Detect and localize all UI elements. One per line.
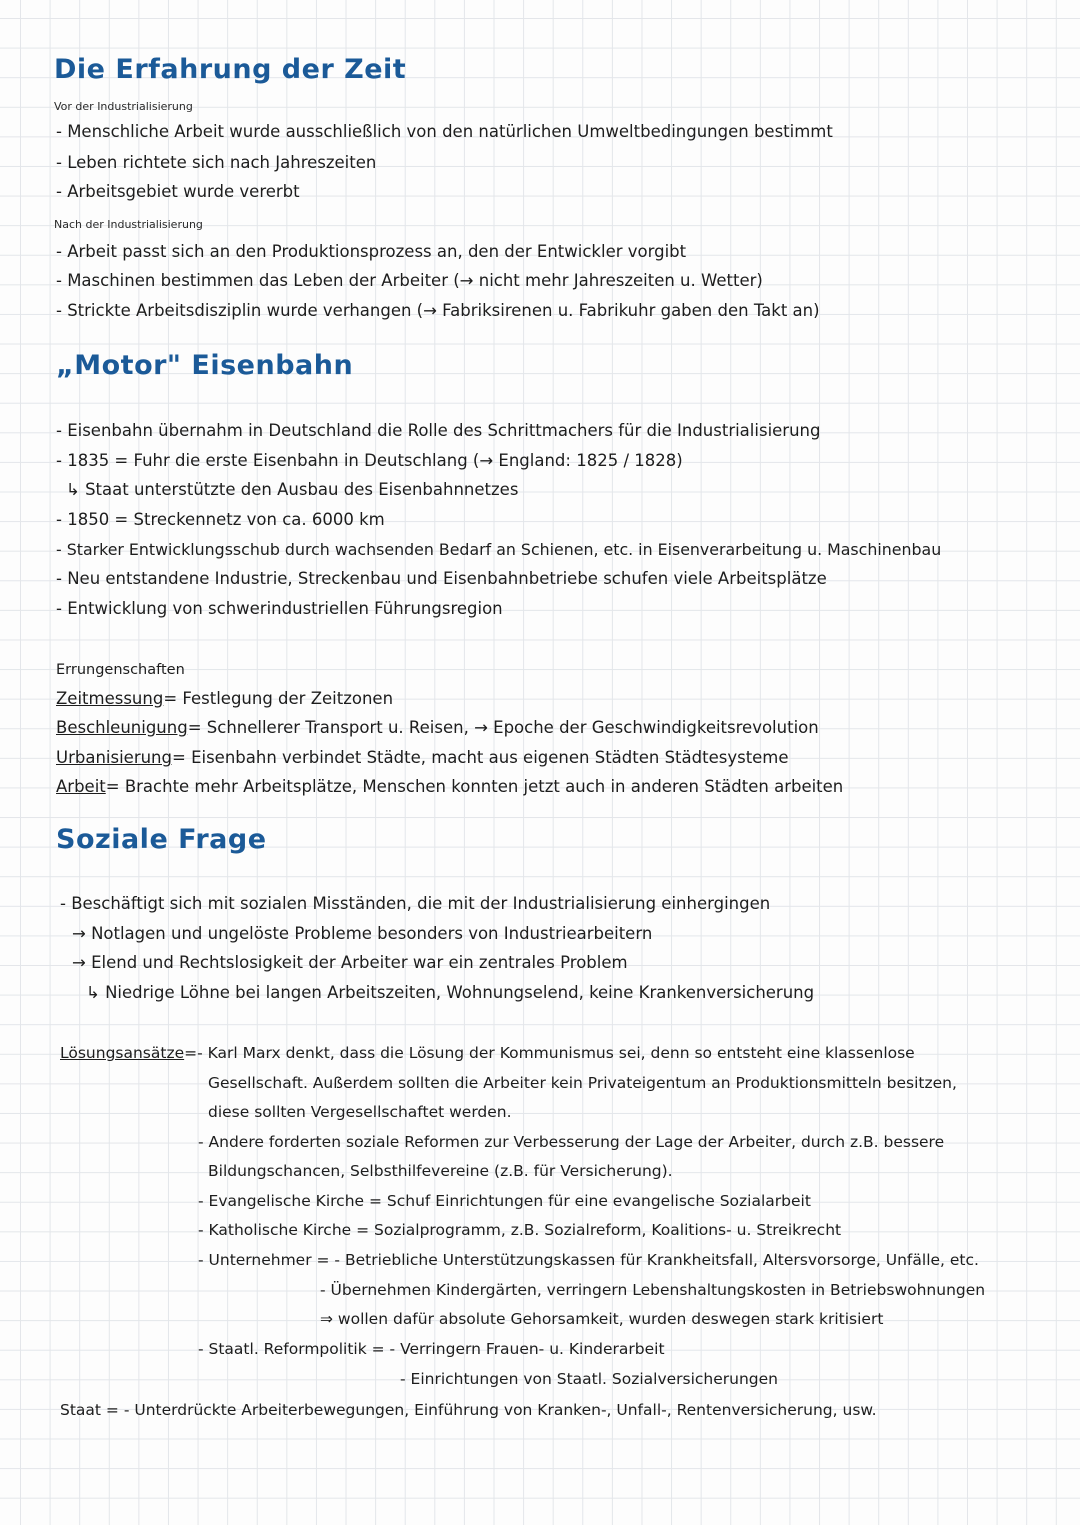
solution-line-13: Staat = - Unterdrückte Arbeiterbewegungen, Einführung von Kranken-, Unfall-, Rentenversicherung, usw. <box>60 1401 877 1419</box>
soziale-line-2: → Notlagen und ungelöste Probleme besonders von Industriearbeitern <box>72 924 653 943</box>
eisenbahn-line-5: - Starker Entwicklungsschub durch wachsenden Bedarf an Schienen, etc. in Eisenverarbeitung u. Maschinenbau <box>56 540 942 559</box>
section-title-eisenbahn: „Motor" Eisenbahn <box>56 350 354 381</box>
achievement-term: Arbeit <box>56 777 106 796</box>
achievement-term: Urbanisierung <box>56 748 172 767</box>
eisenbahn-line-3: ↳ Staat unterstützte den Ausbau des Eisenbahnnetzes <box>66 480 519 499</box>
solution-line-11: - Staatl. Reformpolitik = - Verringern Frauen- u. Kinderarbeit <box>198 1340 665 1358</box>
solution-line-7: - Katholische Kirche = Sozialprogramm, z.B. Sozialreform, Koalitions- u. Streikrecht <box>198 1221 842 1239</box>
eisenbahn-line-1: - Eisenbahn übernahm in Deutschland die Rolle des Schrittmachers für die Industrialisierung <box>56 421 821 440</box>
section-title-zeit: Die Erfahrung der Zeit <box>54 54 407 85</box>
solution-line-12: - Einrichtungen von Staatl. Sozialversicherungen <box>400 1370 779 1388</box>
solution-line-8: - Unternehmer = - Betriebliche Unterstützungskassen für Krankheitsfall, Altersvorsorge, Unfälle, etc. <box>198 1251 979 1269</box>
achievement-text: = Festlegung der Zeitzonen <box>163 689 394 708</box>
before-industrialization-label: Vor der Industrialisierung <box>54 100 193 113</box>
soziale-line-3: → Elend und Rechtslosigkeit der Arbeiter war ein zentrales Problem <box>72 953 628 972</box>
achievement-text: = Brachte mehr Arbeitsplätze, Menschen konnten jetzt auch in anderen Städten arbeiten <box>105 777 844 796</box>
solution-line-6: - Evangelische Kirche = Schuf Einrichtungen für eine evangelische Sozialarbeit <box>198 1192 811 1210</box>
solutions-label <box>60 1042 915 1064</box>
solution-line-5: Bildungschancen, Selbsthilfevereine (z.B. für Versicherung). <box>208 1162 673 1180</box>
soziale-line-4: ↳ Niedrige Löhne bei langen Arbeitszeiten, Wohnungselend, keine Krankenversicherung <box>86 983 815 1002</box>
after-line-3: - Strickte Arbeitsdisziplin wurde verhangen (→ Fabriksirenen u. Fabrikuhr gaben den Takt an) <box>56 301 820 320</box>
section-title-soziale-frage: Soziale Frage <box>56 824 267 855</box>
eisenbahn-line-4: - 1850 = Streckennetz von ca. 6000 km <box>56 510 385 529</box>
achievement-arbeit <box>56 776 843 798</box>
achievement-zeitmessung <box>56 688 393 710</box>
after-industrialization-label: Nach der Industrialisierung <box>54 218 203 231</box>
achievements-label: Errungenschaften <box>56 662 185 678</box>
after-line-1: - Arbeit passt sich an den Produktionsprozess an, den der Entwickler vorgibt <box>56 242 687 261</box>
achievement-urbanisierung <box>56 747 789 769</box>
solution-line-9: - Übernehmen Kindergärten, verringern Lebenshaltungskosten in Betriebswohnungen <box>320 1281 986 1299</box>
achievement-text: = Eisenbahn verbindet Städte, macht aus eigenen Städten Städtesysteme <box>172 748 789 767</box>
achievement-term: Beschleunigung <box>56 718 188 737</box>
achievement-text: = Schnellerer Transport u. Reisen, → Epoche der Geschwindigkeitsrevolution <box>187 718 819 737</box>
eisenbahn-line-7: - Entwicklung von schwerindustriellen Führungsregion <box>56 599 503 618</box>
solution-line-4: - Andere forderten soziale Reformen zur Verbesserung der Lage der Arbeiter, durch z.B. bessere <box>198 1133 945 1151</box>
soziale-line-1: - Beschäftigt sich mit sozialen Misständen, die mit der Industrialisierung einhergingen <box>60 894 771 913</box>
achievement-term: Zeitmessung <box>56 689 164 708</box>
before-line-2: - Leben richtete sich nach Jahreszeiten <box>56 153 377 172</box>
solutions-term: Lösungsansätze <box>60 1044 185 1062</box>
eisenbahn-line-2: - 1835 = Fuhr die erste Eisenbahn in Deutschlang (→ England: 1825 / 1828) <box>56 451 683 470</box>
solution-line-10: ⇒ wollen dafür absolute Gehorsamkeit, wurden deswegen stark kritisiert <box>320 1310 884 1328</box>
achievement-beschleunigung <box>56 717 819 739</box>
solution-line-1: =- Karl Marx denkt, dass die Lösung der Kommunismus sei, denn so entsteht eine klassenlose <box>184 1044 915 1062</box>
solution-line-3: diese sollten Vergesellschaftet werden. <box>208 1103 512 1121</box>
solution-line-2: Gesellschaft. Außerdem sollten die Arbeiter kein Privateigentum an Produktionsmitteln besitzen, <box>208 1074 957 1092</box>
before-line-1: - Menschliche Arbeit wurde ausschließlich von den natürlichen Umweltbedingungen bestimmt <box>56 122 833 141</box>
before-line-3: - Arbeitsgebiet wurde vererbt <box>56 182 300 201</box>
eisenbahn-line-6: - Neu entstandene Industrie, Streckenbau und Eisenbahnbetriebe schufen viele Arbeitsplätze <box>56 569 827 588</box>
after-line-2: - Maschinen bestimmen das Leben der Arbeiter (→ nicht mehr Jahreszeiten u. Wetter) <box>56 271 763 290</box>
